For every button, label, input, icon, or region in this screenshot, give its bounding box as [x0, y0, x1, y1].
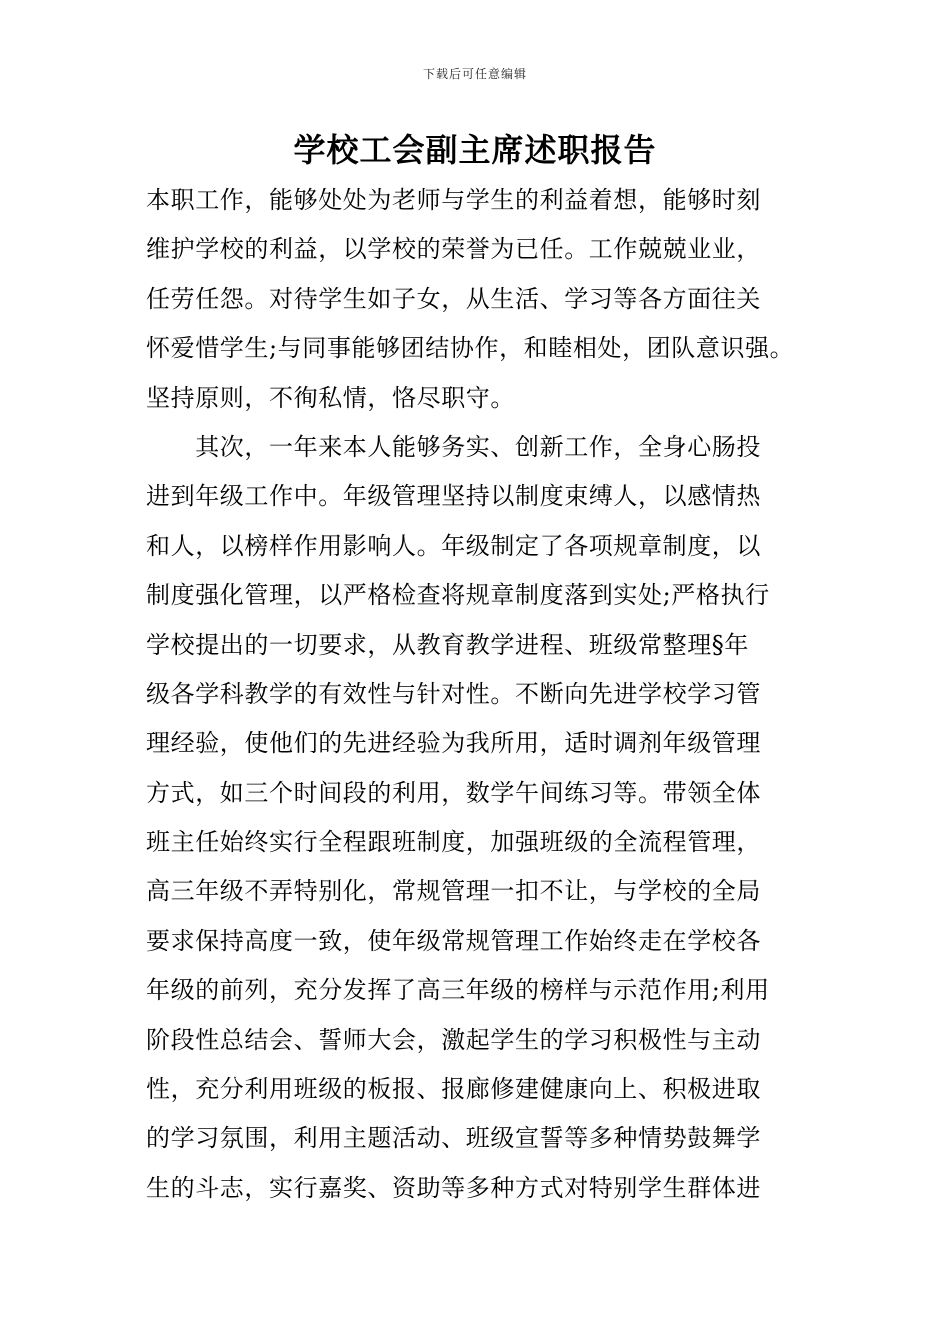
- body-line: 学校提出的一切要求，从教育教学进程、班级常整理§年: [146, 630, 749, 659]
- body-line: 制度强化管理，以严格检查将规章制度落到实处;严格执行: [146, 581, 770, 610]
- body-line: 坚持原则，不徇私情，恪尽职守。: [146, 383, 515, 412]
- body-line: 怀爱惜学生;与同事能够团结协作，和睦相处，团队意识强。: [146, 334, 795, 363]
- body-line: 方式，如三个时间段的利用，数学午间练习等。带领全体: [146, 778, 761, 807]
- body-line: 年级的前列，充分发挥了高三年级的榜样与示范作用;利用: [146, 976, 770, 1005]
- document-title: 学校工会副主席述职报告: [293, 131, 657, 169]
- body-line: 高三年级不弄特别化，常规管理一扣不让，与学校的全局: [146, 877, 761, 906]
- body-line: 生的斗志，实行嘉奖、资助等多种方式对特别学生群体进: [146, 1173, 761, 1202]
- body-line: 的学习氛围，利用主题活动、班级宣誓等多种情势鼓舞学: [146, 1124, 761, 1153]
- body-line: 任劳任怨。对待学生如子女，从生活、学习等各方面往关: [146, 284, 761, 313]
- body-line: 本职工作，能够处处为老师与学生的利益着想，能够时刻: [146, 186, 761, 214]
- body-line: 级各学科教学的有效性与针对性。不断向先进学校学习管: [146, 679, 761, 708]
- document-body: [146, 176, 846, 1213]
- body-line: 要求保持高度一致，使年级常规管理工作始终走在学校各: [146, 926, 761, 955]
- body-line: 其次，一年来本人能够务实、创新工作，全身心肠投: [146, 432, 761, 461]
- body-line: 理经验，使他们的先进经验为我所用，适时调剂年级管理: [146, 729, 761, 758]
- body-line: 阶段性总结会、誓师大会，激起学生的学习积极性与主动: [146, 1025, 761, 1054]
- body-line: 和人，以榜样作用影响人。年级制定了各项规章制度，以: [146, 531, 761, 560]
- header-note: 下载后可任意编辑: [422, 67, 527, 81]
- body-line: 班主任始终实行全程跟班制度，加强班级的全流程管理，: [146, 828, 761, 857]
- body-line: 维护学校的利益，以学校的荣誉为已任。工作兢兢业业，: [146, 235, 761, 264]
- body-line: 性，充分利用班级的板报、报廊修建健康向上、积极进取: [146, 1075, 761, 1104]
- body-line: 进到年级工作中。年级管理坚持以制度束缚人，以感情热: [146, 482, 761, 511]
